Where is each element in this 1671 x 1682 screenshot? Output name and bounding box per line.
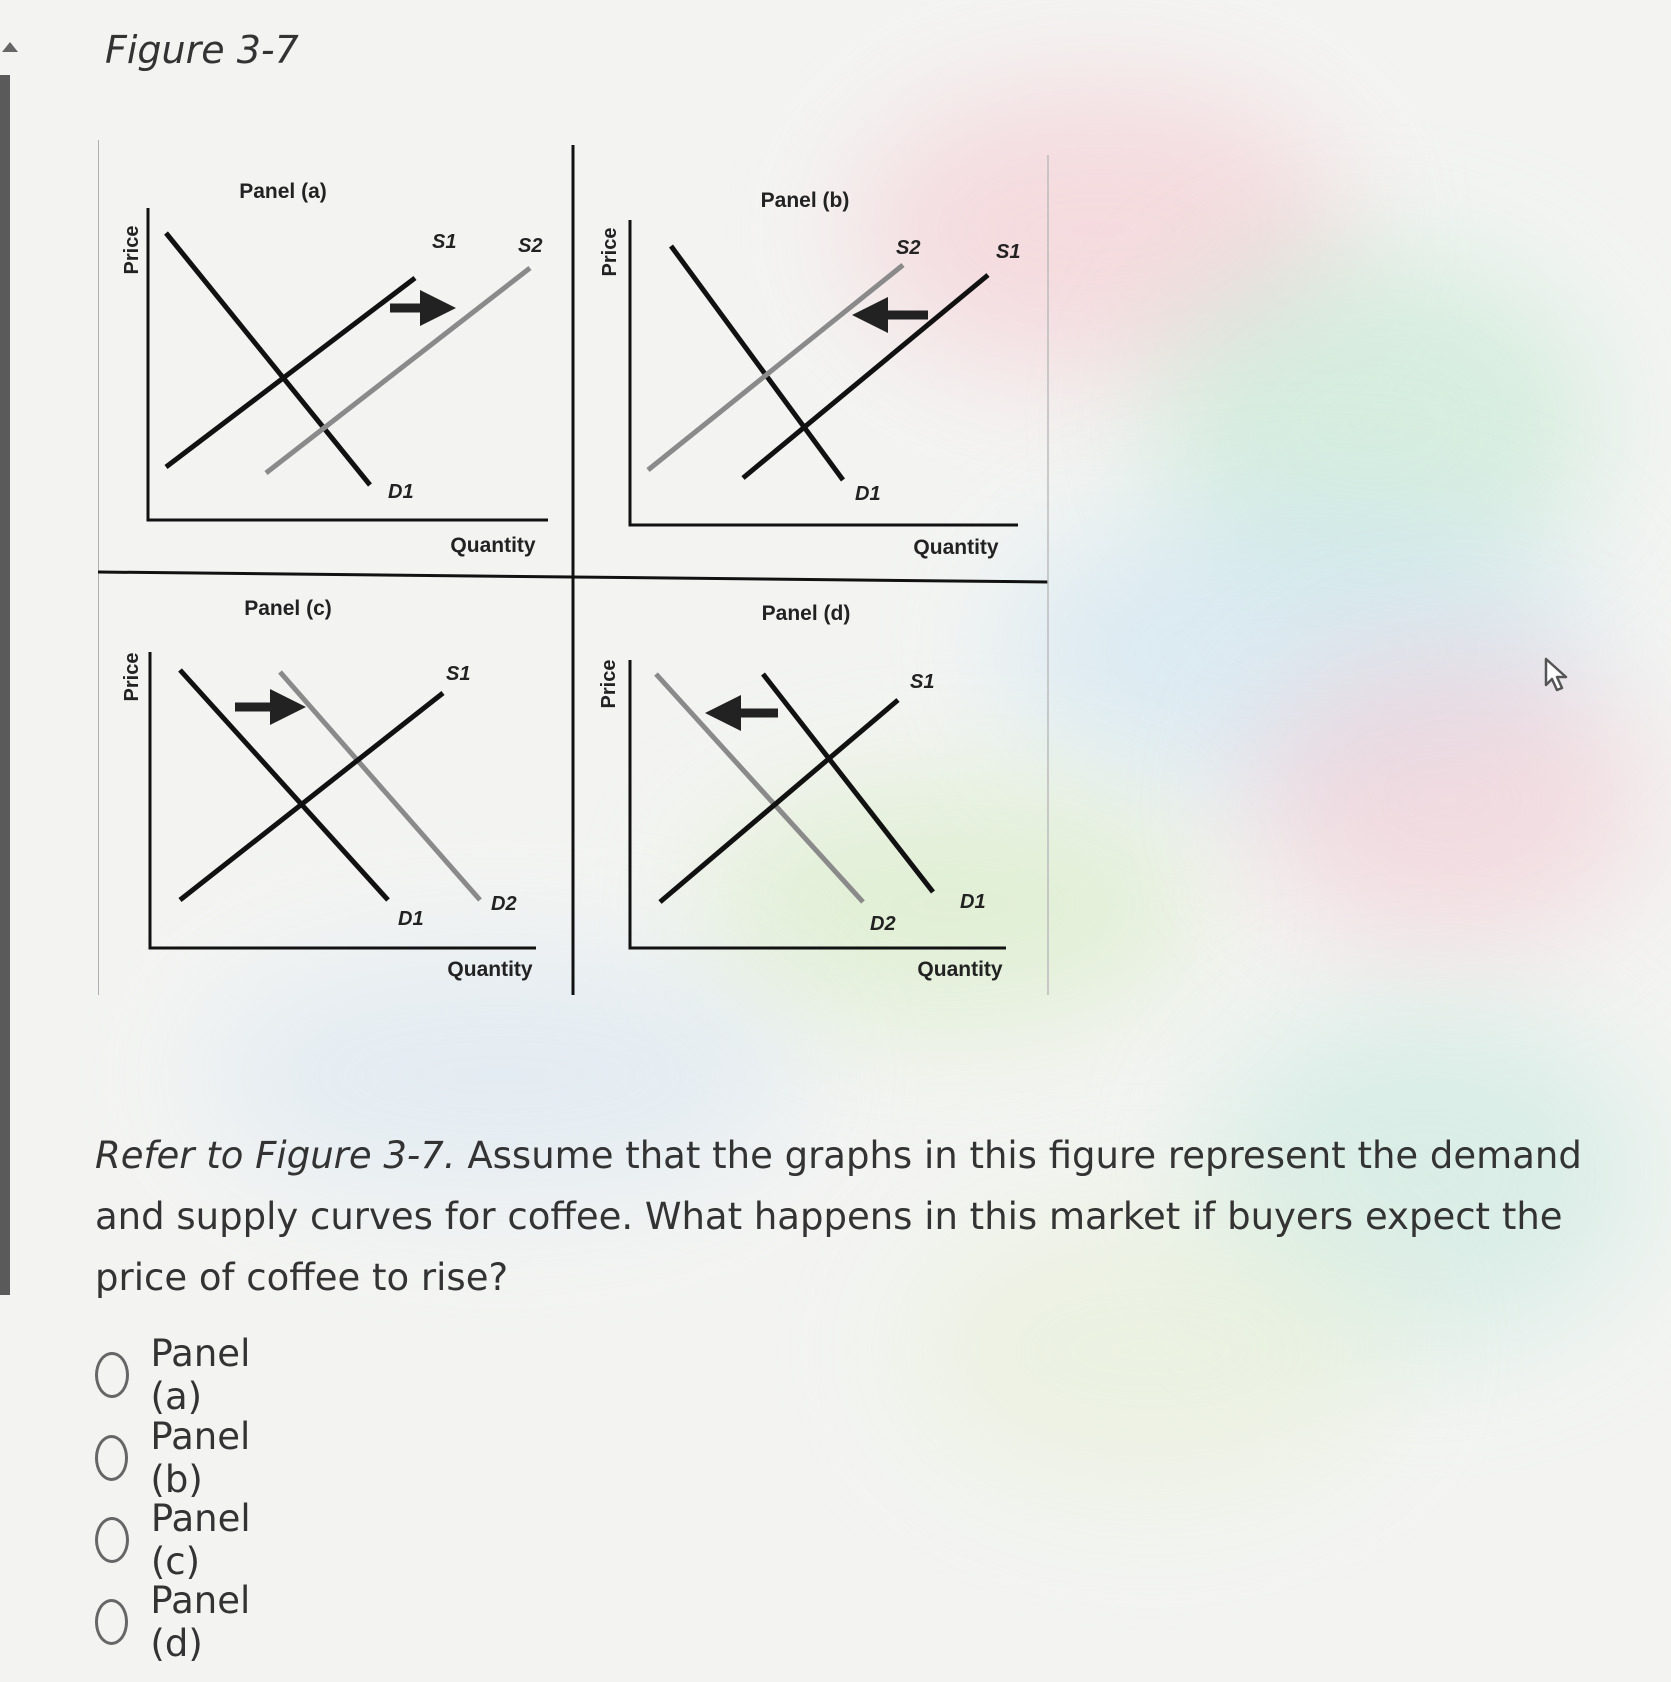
panel-a-s2-label: S2 (518, 235, 543, 257)
panel-a-axes (148, 208, 548, 520)
panel-b-title: Panel (b) (760, 189, 850, 212)
panel-a (121, 180, 548, 557)
question-text (95, 1125, 1595, 1308)
option-panel-b-label: Panel (b) (150, 1415, 251, 1501)
radio-panel-c[interactable] (95, 1517, 129, 1563)
panel-b-supply-2 (648, 265, 903, 470)
option-panel-d-label: Panel (d) (150, 1579, 251, 1665)
panel-a-demand-1 (166, 233, 370, 485)
radio-panel-d[interactable] (95, 1599, 128, 1645)
panel-d-demand-2 (656, 674, 863, 902)
panel-c-axes (150, 652, 536, 948)
option-panel-d[interactable] (95, 1579, 263, 1665)
option-panel-c[interactable] (95, 1497, 263, 1583)
panel-a-title: Panel (a) (239, 180, 327, 203)
panel-b (599, 189, 1020, 559)
panel-b-x-label: Quantity (913, 536, 999, 559)
panel-d-s1-label: S1 (910, 671, 935, 693)
figure-title: Figure 3-7 (105, 28, 299, 72)
panel-c-s1-label: S1 (446, 663, 471, 685)
mouse-pointer-icon (1543, 657, 1573, 693)
panel-b-demand-1 (671, 246, 843, 480)
panel-d-x-label: Quantity (917, 958, 1003, 981)
panel-c-d1-label: D1 (398, 908, 424, 930)
panel-a-supply-1 (166, 278, 415, 467)
panel-b-d1-label: D1 (855, 483, 881, 505)
panel-c-demand-2 (280, 672, 480, 900)
scrollbar[interactable] (0, 75, 10, 1295)
panel-d-d2-label: D2 (870, 913, 896, 935)
option-panel-c-label: Panel (c) (150, 1497, 251, 1583)
panel-d (598, 602, 1006, 981)
panel-b-supply-1 (743, 275, 988, 478)
panel-c-x-label: Quantity (447, 958, 533, 981)
panel-c-d2-label: D2 (491, 893, 517, 915)
panel-a-x-label: Quantity (450, 534, 536, 557)
panel-b-s1-label: S1 (996, 241, 1021, 263)
option-panel-a[interactable] (95, 1332, 263, 1418)
panel-b-s2-label: S2 (896, 237, 921, 259)
figure-3-7 (98, 140, 1053, 1000)
question-body: Assume that the graphs in this figure represent the demand and supply curves for coffee. What happens in this market if buyers expect the price of coffee to rise? (95, 1134, 1582, 1299)
panel-c-y-label: Price (121, 652, 143, 702)
panel-d-y-label: Price (598, 659, 620, 709)
question-ref: Refer to Figure 3-7. (95, 1134, 456, 1177)
panel-d-axes (630, 660, 1006, 948)
panel-a-y-label: Price (121, 225, 143, 275)
panel-c-supply-1 (180, 693, 443, 900)
collapse-arrow-icon[interactable] (2, 42, 18, 52)
panel-a-d1-label: D1 (388, 481, 414, 503)
panel-c-title: Panel (c) (244, 597, 332, 620)
panel-d-demand-1 (763, 674, 933, 892)
panel-a-supply-2 (266, 268, 530, 473)
panel-d-d1-label: D1 (960, 891, 986, 913)
option-panel-b[interactable] (95, 1415, 263, 1501)
radio-panel-b[interactable] (95, 1435, 128, 1481)
panel-d-title: Panel (d) (761, 602, 851, 625)
panel-a-s1-label: S1 (432, 231, 457, 253)
option-panel-a-label: Panel (a) (150, 1332, 251, 1418)
panel-c (121, 597, 536, 981)
panel-b-y-label: Price (599, 227, 621, 277)
radio-panel-a[interactable] (95, 1352, 129, 1398)
